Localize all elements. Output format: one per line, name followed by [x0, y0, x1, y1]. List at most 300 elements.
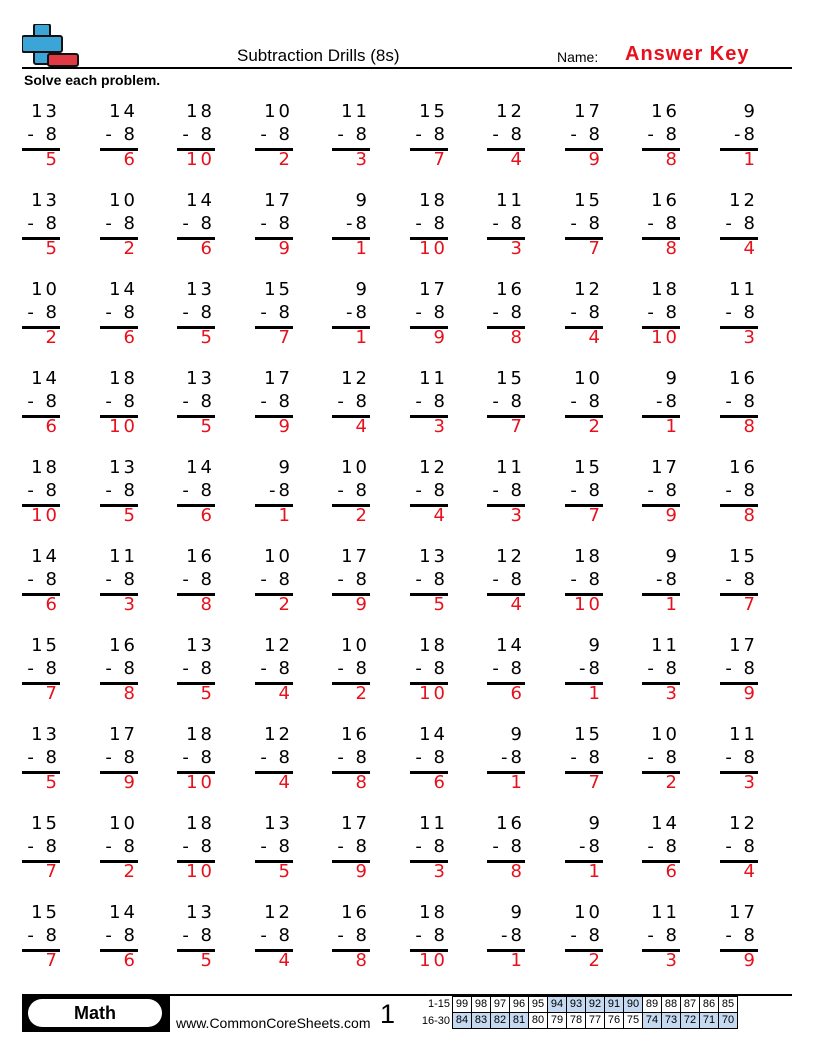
answer: 5	[45, 772, 60, 793]
subtrahend: - 8	[415, 747, 448, 768]
subtraction-problem	[712, 100, 758, 180]
minuend: 14	[496, 635, 525, 656]
page-number: 1	[380, 999, 396, 1029]
subtraction-problem	[247, 456, 293, 536]
subtrahend: - 8	[337, 925, 370, 946]
answer: 3	[123, 594, 138, 615]
score-cell: 87	[681, 997, 700, 1013]
subtraction-problem	[479, 189, 525, 269]
subtraction-problem	[92, 278, 138, 358]
subtrahend: - 8	[260, 391, 293, 412]
minuend: 11	[341, 101, 370, 122]
subtraction-problem	[634, 901, 680, 981]
subtraction-problem	[247, 278, 293, 358]
minuend: 10	[264, 546, 293, 567]
subtrahend: - 8	[27, 124, 60, 145]
subtraction-problem	[479, 634, 525, 714]
minuend: 9	[355, 279, 370, 300]
subtrahend: - 8	[105, 747, 138, 768]
subtraction-problem	[324, 634, 370, 714]
answer: 3	[743, 327, 758, 348]
subtraction-problem	[92, 901, 138, 981]
subtrahend: - 8	[182, 213, 215, 234]
subtrahend: - 8	[337, 747, 370, 768]
score-cell: 96	[510, 997, 529, 1013]
minuend: 15	[574, 457, 603, 478]
minuend: 11	[496, 457, 525, 478]
subtraction-problem	[557, 901, 603, 981]
minuend: 14	[109, 279, 138, 300]
subtrahend: - 8	[647, 925, 680, 946]
answer: 8	[200, 594, 215, 615]
subtrahend: - 8	[570, 925, 603, 946]
answer: 3	[510, 505, 525, 526]
score-cell: 84	[453, 1013, 472, 1029]
subtraction-problem	[557, 100, 603, 180]
subtraction-problem	[247, 901, 293, 981]
answer: 9	[278, 238, 293, 259]
answer: 4	[743, 238, 758, 259]
answer: 7	[278, 327, 293, 348]
subtrahend: - 8	[647, 302, 680, 323]
minuend: 11	[419, 813, 448, 834]
minuend: 9	[588, 635, 603, 656]
subtrahend: - 8	[570, 569, 603, 590]
answer: 6	[123, 950, 138, 971]
subtrahend: - 8	[260, 302, 293, 323]
minuend: 18	[186, 101, 215, 122]
subtrahend: - 8	[260, 747, 293, 768]
minuend: 18	[109, 368, 138, 389]
minuend: 14	[651, 813, 680, 834]
minuend: 17	[341, 546, 370, 567]
subtraction-problem	[712, 723, 758, 803]
subtraction-problem	[634, 456, 680, 536]
minuend: 16	[651, 190, 680, 211]
subtraction-problem	[247, 367, 293, 447]
answer: 7	[743, 594, 758, 615]
answer: 10	[574, 594, 603, 615]
answer: 7	[45, 861, 60, 882]
subtraction-problem	[402, 278, 448, 358]
subject-label: Math	[28, 999, 162, 1027]
minuend: 12	[729, 190, 758, 211]
answer: 1	[355, 238, 370, 259]
subtrahend: - 8	[105, 213, 138, 234]
answer: 9	[355, 861, 370, 882]
minuend: 15	[31, 813, 60, 834]
minuend: 13	[109, 457, 138, 478]
subtrahend: - 8	[27, 213, 60, 234]
answer: 2	[588, 950, 603, 971]
minuend: 16	[729, 457, 758, 478]
subtrahend: - 8	[260, 213, 293, 234]
minuend: 12	[341, 368, 370, 389]
answer: 9	[743, 950, 758, 971]
answer: 9	[123, 772, 138, 793]
answer: 1	[743, 149, 758, 170]
answer: 2	[278, 149, 293, 170]
answer: 3	[665, 950, 680, 971]
answer: 9	[433, 327, 448, 348]
subtrahend: - 8	[105, 569, 138, 590]
minuend: 12	[496, 101, 525, 122]
score-cell: 91	[605, 997, 624, 1013]
subtraction-problem	[324, 901, 370, 981]
minuend: 13	[264, 813, 293, 834]
answer: 10	[186, 149, 215, 170]
subtrahend: - 8	[337, 836, 370, 857]
minuend: 13	[31, 724, 60, 745]
subtraction-problem	[557, 634, 603, 714]
subtraction-problem	[634, 189, 680, 269]
answer: 8	[510, 327, 525, 348]
subtrahend: - 8	[105, 302, 138, 323]
subtraction-problem	[402, 545, 448, 625]
minuend: 18	[31, 457, 60, 478]
subtraction-problem	[634, 100, 680, 180]
answer: 4	[510, 149, 525, 170]
subtraction-problem	[712, 189, 758, 269]
subtraction-problem	[14, 812, 60, 892]
subtraction-problem	[479, 901, 525, 981]
subtrahend: - 8	[337, 480, 370, 501]
subtraction-problem	[169, 189, 215, 269]
subtraction-problem	[14, 189, 60, 269]
answer: 1	[510, 950, 525, 971]
subtraction-problem	[324, 456, 370, 536]
minuend: 12	[264, 902, 293, 923]
answer: 2	[355, 505, 370, 526]
answer: 6	[433, 772, 448, 793]
subtraction-problem	[92, 456, 138, 536]
minuend: 18	[419, 635, 448, 656]
score-cell: 78	[567, 1013, 586, 1029]
minuend: 18	[651, 279, 680, 300]
subtrahend: - 8	[182, 836, 215, 857]
subtrahend: - 8	[415, 569, 448, 590]
score-row-label: 1-15	[427, 998, 450, 1010]
subtrahend: - 8	[260, 925, 293, 946]
subtrahend: - 8	[647, 213, 680, 234]
answer: 8	[355, 950, 370, 971]
minuend: 9	[665, 368, 680, 389]
subtrahend: - 8	[182, 302, 215, 323]
subtrahend: -8	[579, 836, 603, 857]
minuend: 18	[186, 813, 215, 834]
subtrahend: -8	[656, 391, 680, 412]
subtrahend: - 8	[725, 480, 758, 501]
subtrahend: - 8	[647, 658, 680, 679]
answer: 3	[433, 416, 448, 437]
subtraction-problem	[557, 812, 603, 892]
subtraction-problem	[324, 812, 370, 892]
minuend: 13	[31, 101, 60, 122]
score-cell: 98	[472, 997, 491, 1013]
minuend: 11	[651, 902, 680, 923]
answer: 3	[510, 238, 525, 259]
subtraction-problem	[14, 367, 60, 447]
minuend: 15	[31, 635, 60, 656]
answer: 2	[45, 327, 60, 348]
score-cell: 92	[586, 997, 605, 1013]
subtrahend: - 8	[492, 836, 525, 857]
subtraction-problem	[14, 278, 60, 358]
subtraction-problem	[634, 367, 680, 447]
answer: 5	[123, 505, 138, 526]
score-cell: 77	[586, 1013, 605, 1029]
subtraction-problem	[402, 723, 448, 803]
answer: 10	[109, 416, 138, 437]
subtraction-problem	[14, 901, 60, 981]
subtrahend: - 8	[182, 480, 215, 501]
minuend: 14	[419, 724, 448, 745]
subtraction-problem	[324, 723, 370, 803]
minuend: 16	[651, 101, 680, 122]
answer: 7	[588, 772, 603, 793]
subtraction-problem	[402, 100, 448, 180]
minuend: 13	[186, 279, 215, 300]
subtraction-problem	[712, 367, 758, 447]
subtraction-problem	[402, 456, 448, 536]
subtrahend: - 8	[647, 480, 680, 501]
subtrahend: - 8	[570, 391, 603, 412]
subtrahend: - 8	[105, 925, 138, 946]
subtrahend: - 8	[182, 747, 215, 768]
subtrahend: - 8	[725, 836, 758, 857]
answer: 4	[588, 327, 603, 348]
subtraction-problem	[402, 634, 448, 714]
minuend: 15	[264, 279, 293, 300]
subtrahend: - 8	[337, 391, 370, 412]
minuend: 16	[729, 368, 758, 389]
subtraction-problem	[247, 189, 293, 269]
subtrahend: - 8	[570, 213, 603, 234]
subtrahend: - 8	[337, 569, 370, 590]
subtrahend: - 8	[492, 391, 525, 412]
subtraction-problem	[247, 545, 293, 625]
worksheet-title: Subtraction Drills (8s)	[237, 46, 400, 65]
answer: 5	[45, 149, 60, 170]
subtrahend: - 8	[415, 925, 448, 946]
minuend: 9	[588, 813, 603, 834]
subtrahend: - 8	[260, 836, 293, 857]
subtraction-problem	[634, 545, 680, 625]
answer: 1	[355, 327, 370, 348]
subtrahend: - 8	[415, 302, 448, 323]
subtrahend: - 8	[492, 569, 525, 590]
subtraction-problem	[92, 634, 138, 714]
minuend: 12	[574, 279, 603, 300]
subtraction-problem	[712, 456, 758, 536]
subtrahend: - 8	[27, 836, 60, 857]
score-cell: 71	[700, 1013, 719, 1029]
score-cell: 85	[719, 997, 738, 1013]
subtrahend: - 8	[105, 391, 138, 412]
minuend: 14	[31, 546, 60, 567]
answer: 6	[123, 149, 138, 170]
answer: 10	[419, 683, 448, 704]
minuend: 17	[264, 190, 293, 211]
subtraction-problem	[247, 812, 293, 892]
answer: 4	[433, 505, 448, 526]
subtrahend: - 8	[260, 124, 293, 145]
subtraction-problem	[479, 100, 525, 180]
subtraction-problem	[634, 723, 680, 803]
score-cell: 94	[548, 997, 567, 1013]
website-link[interactable]: www.CommonCoreSheets.com	[176, 1015, 371, 1031]
minuend: 10	[341, 635, 370, 656]
subtrahend: - 8	[260, 658, 293, 679]
minuend: 13	[186, 368, 215, 389]
minuend: 14	[186, 190, 215, 211]
minuend: 16	[341, 724, 370, 745]
minuend: 10	[574, 902, 603, 923]
subtrahend: -8	[579, 658, 603, 679]
score-cell: 89	[643, 997, 662, 1013]
subtraction-problem	[402, 812, 448, 892]
answer: 4	[278, 772, 293, 793]
answer: 1	[588, 683, 603, 704]
score-cell: 99	[453, 997, 472, 1013]
subtrahend: - 8	[182, 124, 215, 145]
answer: 3	[743, 772, 758, 793]
minuend: 16	[496, 279, 525, 300]
minuend: 15	[419, 101, 448, 122]
answer: 7	[588, 238, 603, 259]
subtraction-problem	[169, 456, 215, 536]
subtrahend: - 8	[415, 480, 448, 501]
answer: 6	[45, 594, 60, 615]
minuend: 14	[109, 902, 138, 923]
score-cell: 90	[624, 997, 643, 1013]
minuend: 10	[341, 457, 370, 478]
answer: 3	[433, 861, 448, 882]
subtrahend: - 8	[182, 391, 215, 412]
answer: 6	[665, 861, 680, 882]
answer: 9	[355, 594, 370, 615]
subtrahend: - 8	[27, 658, 60, 679]
subtrahend: -8	[656, 569, 680, 590]
score-cell: 86	[700, 997, 719, 1013]
subtraction-problem	[712, 901, 758, 981]
answer: 1	[588, 861, 603, 882]
answer: 8	[123, 683, 138, 704]
subtraction-problem	[324, 367, 370, 447]
subtraction-problem	[169, 812, 215, 892]
subtraction-problem	[634, 278, 680, 358]
score-cell: 72	[681, 1013, 700, 1029]
answer: 8	[665, 149, 680, 170]
subtraction-problem	[402, 189, 448, 269]
subtraction-problem	[557, 456, 603, 536]
subtraction-problem	[324, 189, 370, 269]
answer: 2	[665, 772, 680, 793]
subtraction-problem	[479, 812, 525, 892]
name-value: Answer Key	[625, 43, 750, 65]
answer: 5	[278, 861, 293, 882]
answer: 3	[665, 683, 680, 704]
subtraction-problem	[557, 278, 603, 358]
answer: 4	[355, 416, 370, 437]
subtrahend: -8	[346, 302, 370, 323]
minuend: 13	[186, 635, 215, 656]
subtraction-problem	[557, 189, 603, 269]
subtrahend: - 8	[725, 569, 758, 590]
answer: 6	[200, 238, 215, 259]
subtrahend: - 8	[725, 658, 758, 679]
score-cell: 76	[605, 1013, 624, 1029]
subtrahend: - 8	[492, 124, 525, 145]
minuend: 17	[651, 457, 680, 478]
minuend: 14	[31, 368, 60, 389]
subtrahend: -8	[734, 124, 758, 145]
minuend: 12	[419, 457, 448, 478]
subtrahend: - 8	[27, 302, 60, 323]
subtrahend: - 8	[27, 569, 60, 590]
answer: 6	[200, 505, 215, 526]
minuend: 10	[109, 190, 138, 211]
answer: 9	[278, 416, 293, 437]
name-label: Name:	[557, 49, 599, 65]
subtrahend: - 8	[105, 658, 138, 679]
subtrahend: - 8	[570, 747, 603, 768]
subtrahend: - 8	[27, 391, 60, 412]
subtrahend: - 8	[725, 391, 758, 412]
minuend: 18	[574, 546, 603, 567]
subtrahend: - 8	[415, 836, 448, 857]
minuend: 12	[496, 546, 525, 567]
subtrahend: -8	[346, 213, 370, 234]
score-cell: 74	[643, 1013, 662, 1029]
minuend: 15	[574, 724, 603, 745]
subtraction-problem	[634, 812, 680, 892]
score-cell: 93	[567, 997, 586, 1013]
minuend: 11	[729, 724, 758, 745]
subtrahend: - 8	[647, 124, 680, 145]
subtraction-problem	[169, 545, 215, 625]
minuend: 17	[109, 724, 138, 745]
minuend: 13	[419, 546, 448, 567]
answer: 5	[200, 683, 215, 704]
answer: 1	[510, 772, 525, 793]
subtrahend: - 8	[415, 124, 448, 145]
subtraction-problem	[557, 367, 603, 447]
answer: 2	[588, 416, 603, 437]
score-cell: 97	[491, 997, 510, 1013]
answer: 6	[45, 416, 60, 437]
answer: 7	[588, 505, 603, 526]
subtrahend: - 8	[27, 480, 60, 501]
answer: 9	[743, 683, 758, 704]
subtrahend: - 8	[492, 302, 525, 323]
subtraction-problem	[92, 812, 138, 892]
minuend: 18	[419, 902, 448, 923]
subtrahend: - 8	[570, 302, 603, 323]
minuend: 17	[729, 635, 758, 656]
minuend: 17	[574, 101, 603, 122]
minuend: 17	[419, 279, 448, 300]
subtraction-problem	[634, 634, 680, 714]
answer: 8	[743, 416, 758, 437]
subtraction-problem	[479, 456, 525, 536]
subtraction-problem	[712, 812, 758, 892]
subtraction-problem	[479, 723, 525, 803]
answer: 10	[186, 772, 215, 793]
subtrahend: - 8	[725, 302, 758, 323]
minuend: 17	[264, 368, 293, 389]
subtraction-problem	[712, 278, 758, 358]
